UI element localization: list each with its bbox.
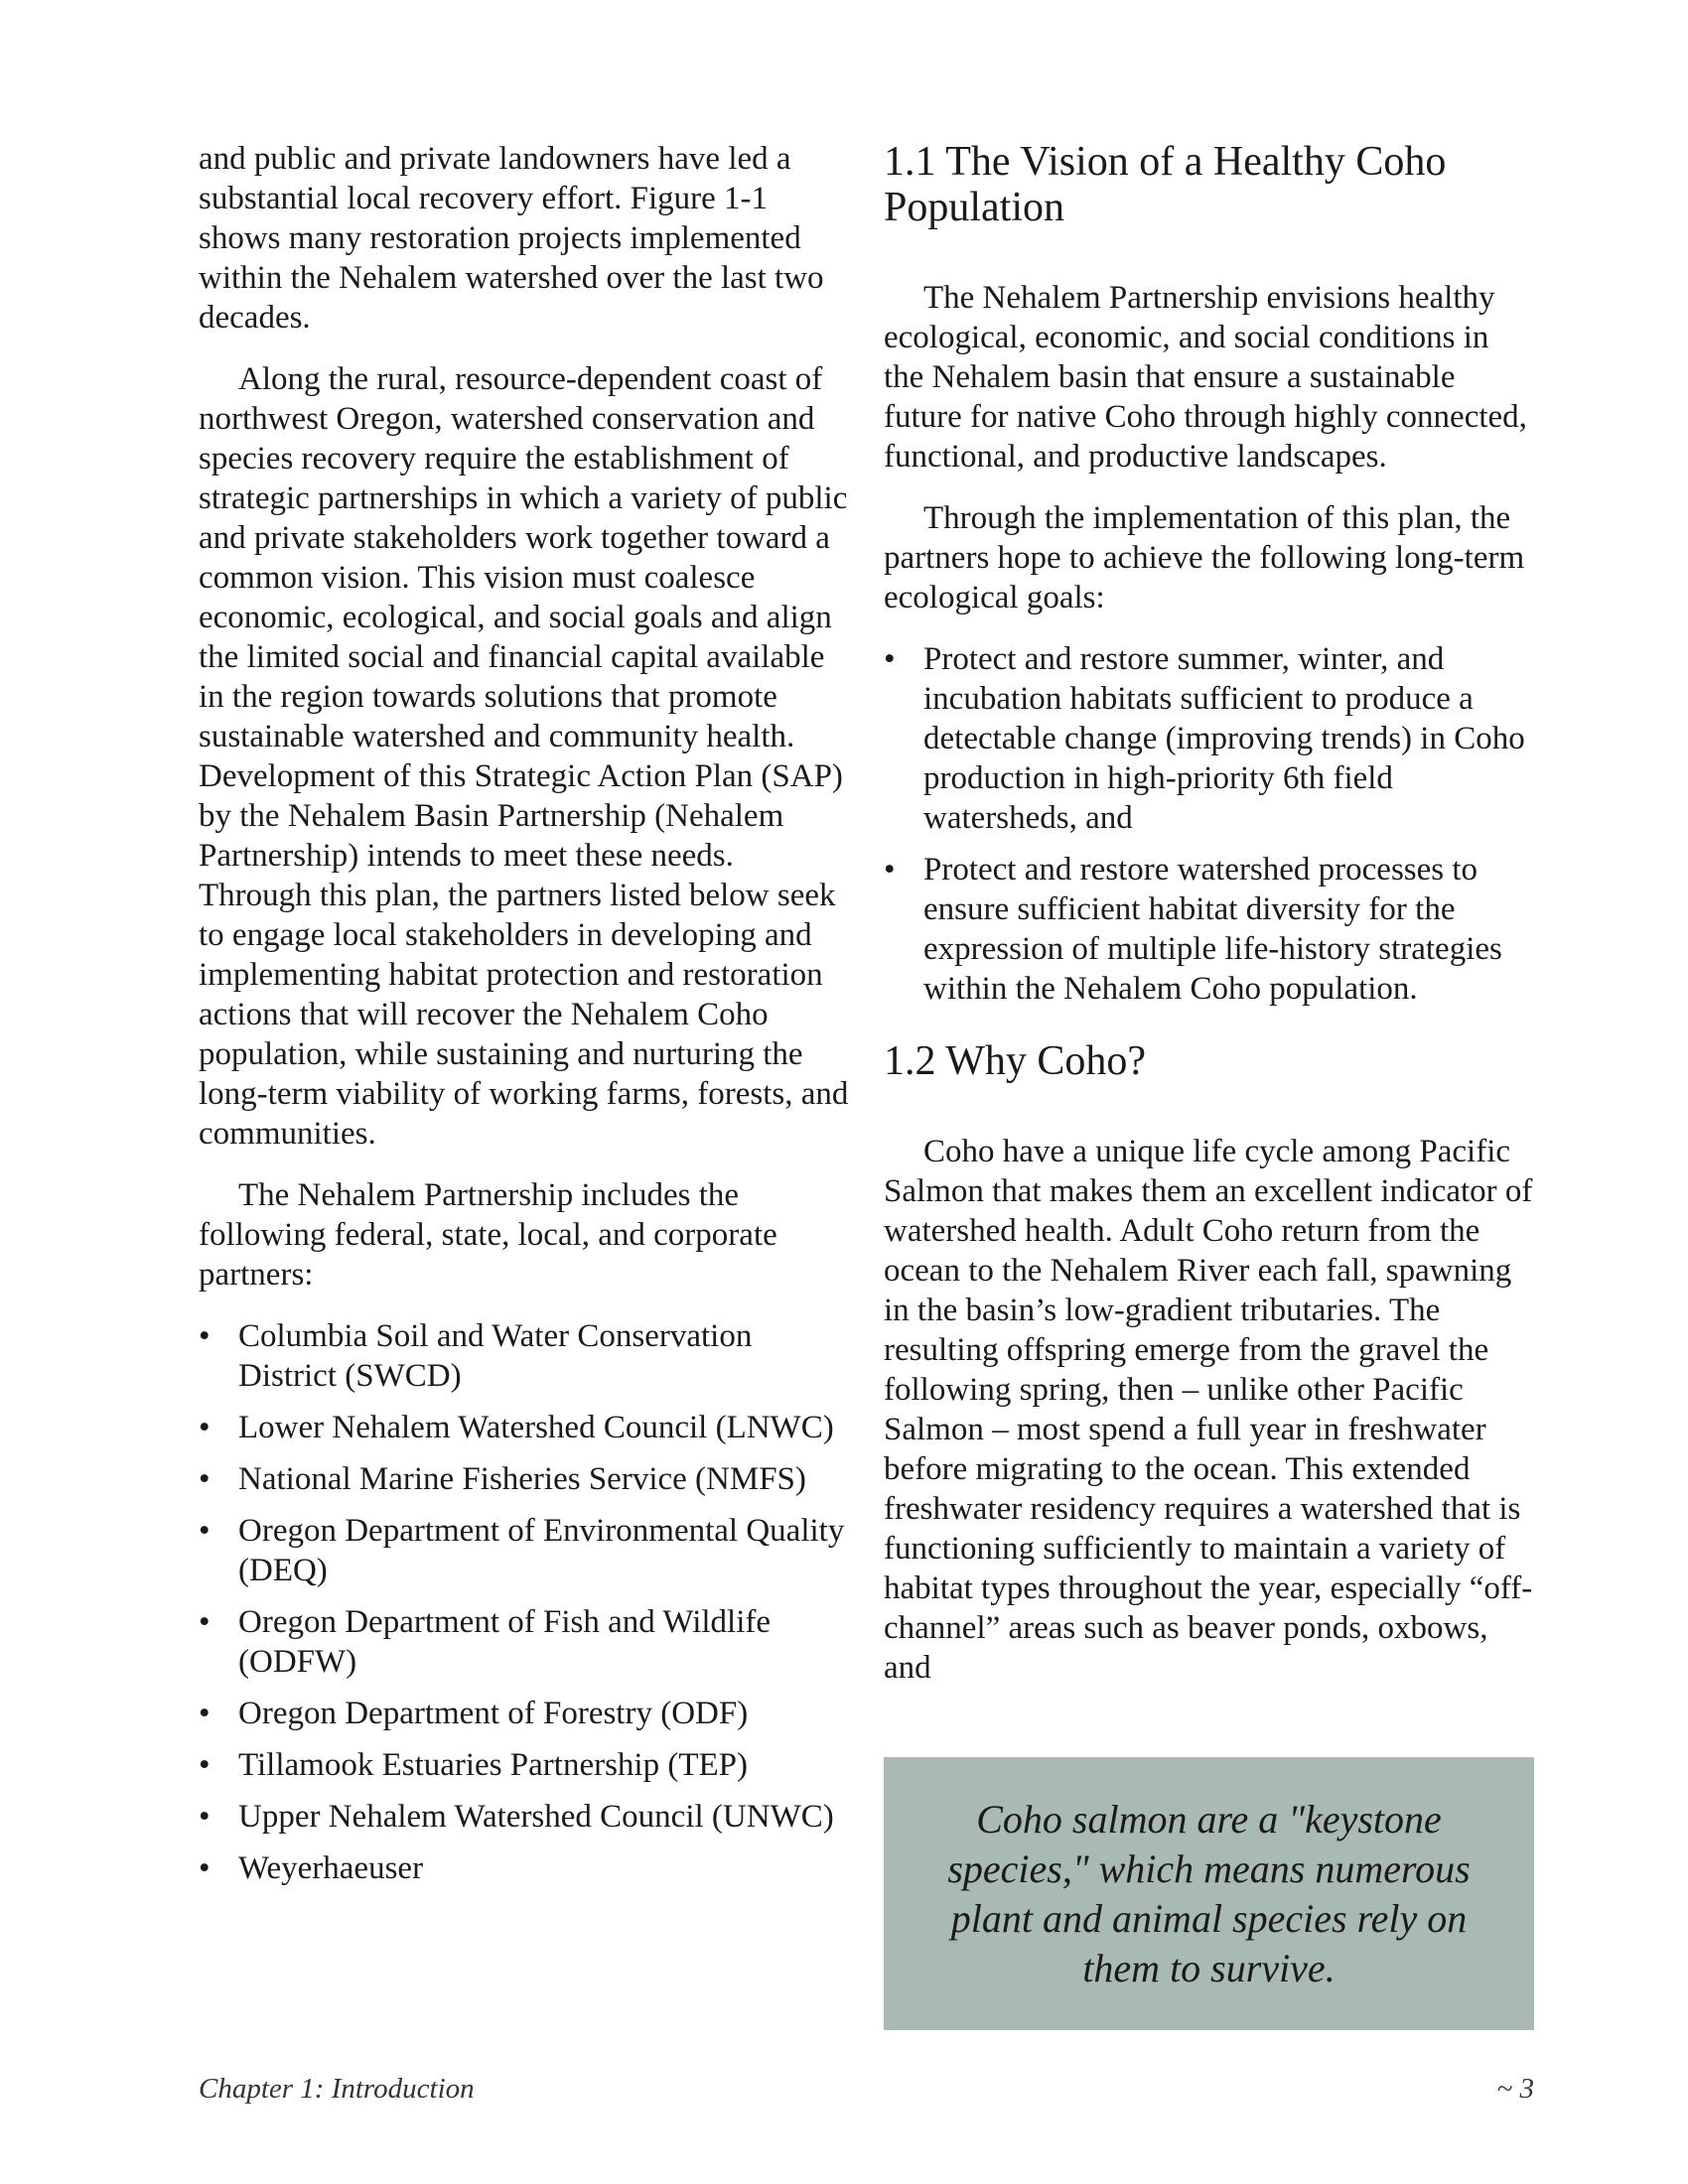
bullet-icon: • [199,1461,211,1497]
body-paragraph: The Nehalem Partnership includes the following federal, state, local, and corporate partners: [199,1177,777,1293]
list-item: • Columbia Soil and Water Conservation District (SWCD) [199,1318,753,1394]
body-paragraph: Coho have a unique life cycle among Pacific Salmon that makes them an excellent indicator of watershed health. Adult Coho return from the ocean to the Nehalem River each fall, spawning in the basin’s low-gradient tributaries. The resulting offspring emerge from the gravel the following spring, then – unlike other Pacific Salmon – most spend a full year in freshwater before migrating to the ocean. This extended freshwater residency requires a watershed that is functioning sufficiently to maintain a variety of habitat types throughout the year, especially “off-channel” areas such as beaver ponds, oxbows, and [884,1134,1533,1686]
body-paragraph: Along the rural, resource-dependent coast of northwest Oregon, watershed conservation and species recovery require the establishment of strategic partnerships in which a variety of public and private stakeholders work together toward a common vision. This vision must coalesce economic, ecological, and social goals and align the limited social and financial capital available in the region towards solutions that promote sustainable watershed and community health. Development of this Strategic Action Plan (SAP) by the Nehalem Basin Partnership (Nehalem Partnership) intends to meet these needs. Through this plan, the partners listed below seek to engage local stakeholders in developing and implementing habitat protection and restoration actions that will recover the Nehalem Coho population, while sustaining and nurturing the long-term viability of working farms, forests, and communities. [199,361,849,1152]
list-item: • Oregon Department of Forestry (ODF) [199,1696,749,1731]
bullet-icon: • [199,1318,211,1354]
list-item: • Upper Nehalem Watershed Council (UNWC) [199,1799,834,1835]
body-paragraph: Through the implementation of this plan, the partners hope to achieve the following long-term ecological goals: [884,500,1525,615]
list-item: • Weyerhaeuser [199,1850,424,1886]
bullet-icon: • [884,641,896,677]
bullet-icon: • [199,1850,211,1886]
list-item: • Lower Nehalem Watershed Council (LNWC) [199,1410,834,1445]
list-item: • Tillamook Estuaries Partnership (TEP) [199,1747,748,1783]
bullet-icon: • [199,1410,211,1445]
list-item: • Protect and restore summer, winter, and incubation habitats sufficient to produce a detectable change (improving trends) in Coho production in high-priority 6th field watersheds, and [884,641,1525,836]
pull-quote-text: Coho salmon are a "keystone species," which means numerous plant and animal species rely on them to survive. [947,1796,1471,1990]
footer-chapter: Chapter 1: Introduction [199,2073,475,2105]
pull-quote-box [884,1757,1534,2030]
list-item: • Oregon Department of Fish and Wildlife (ODFW) [199,1604,772,1680]
bullet-icon: • [199,1747,211,1783]
left-column [199,139,849,1910]
list-item: • Protect and restore watershed processes to ensure sufficient habitat diversity for the expression of multiple life-history strategies within the Nehalem Coho population. [884,852,1502,1007]
body-paragraph: and public and private landowners have led a substantial local recovery effort. Figure 1-1 shows many restoration projects implemented within the Nehalem watershed over the last two decades. [199,141,824,336]
section-heading: 1.1 The Vision of a Healthy Coho Population [884,139,1447,230]
bullet-icon: • [199,1604,211,1640]
section-heading: 1.2 Why Coho? [884,1038,1147,1084]
goal-list [884,639,1534,1009]
body-paragraph: The Nehalem Partnership envisions healthy ecological, economic, and social conditions in the Nehalem basin that ensure a sustainable future for native Coho through highly connected, functional, and productive landscapes. [884,280,1527,475]
page-number: ~ 3 [1496,2073,1534,2105]
bullet-icon: • [199,1799,211,1835]
right-column [884,139,1534,1709]
partner-list [199,1316,849,1888]
bullet-icon: • [199,1696,211,1731]
bullet-icon: • [199,1513,211,1549]
list-item: • Oregon Department of Environmental Quality (DEQ) [199,1513,845,1588]
bullet-icon: • [884,852,896,887]
list-item: • National Marine Fisheries Service (NMFS) [199,1461,806,1497]
